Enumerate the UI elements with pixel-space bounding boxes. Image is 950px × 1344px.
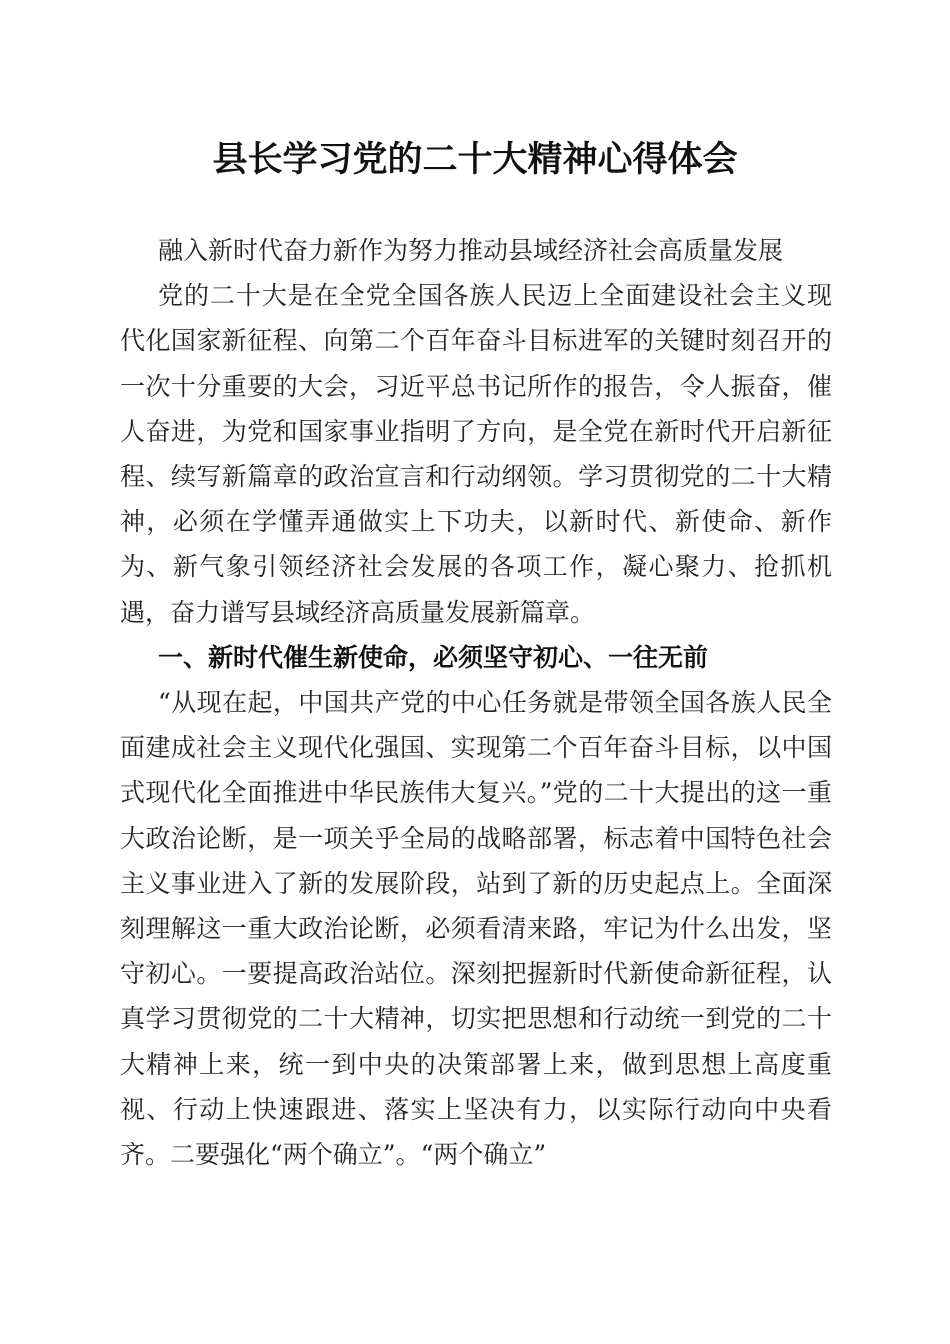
document-title: 县长学习党的二十大精神心得体会: [212, 139, 738, 180]
section-heading-1: 一、新时代催生新使命，必须坚守初心、一往无前: [158, 642, 709, 672]
subtitle-line: 融入新时代奋力新作为努力推动县域经济社会高质量发展: [158, 236, 784, 265]
document-body: [120, 228, 832, 1177]
section-1-paragraph: “从现在起，中国共产党的中心任务就是带领全国各族人民全面建成社会主义现代化强国、实现第二个百年奋斗目标，以中国式现代化全面推进中华民族伟大复兴。”党的二十大提出的这一重大政治论断，是一项关乎全局的战略部署，标志着中国特色社会主义事业进入了新的发展阶段，站到了新的历史起点上。全面深刻理解这一重大政治论断，必须看清来路，牢记为什么出发，坚守初心。一要提高政治站位。深刻把握新时代新使命新征程，认真学习贯彻党的二十大精神，切实把思想和行动统一到党的二十大精神上来，统一到中央的决策部署上来，做到思想上高度重视、行动上快速跟进、落实上坚决有力，以实际行动向中央看齐。二要强化“两个确立”。“两个确立”: [120, 688, 832, 1170]
intro-paragraph: 党的二十大是在全党全国各族人民迈上全面建设社会主义现代化国家新征程、向第二个百年奋斗目标进军的关键时刻召开的一次十分重要的大会，习近平总书记所作的报告，令人振奋，催人奋进，为党和国家事业指明了方向，是全党在新时代开启新征程、续写新篇章的政治宣言和行动纲领。学习贯彻党的二十大精神，必须在学懂弄通做实上下功夫，以新时代、新使命、新作为、新气象引领经济社会发展的各项工作，凝心聚力、抢抓机遇，奋力谱写县域经济高质量发展新篇章。: [120, 281, 832, 627]
